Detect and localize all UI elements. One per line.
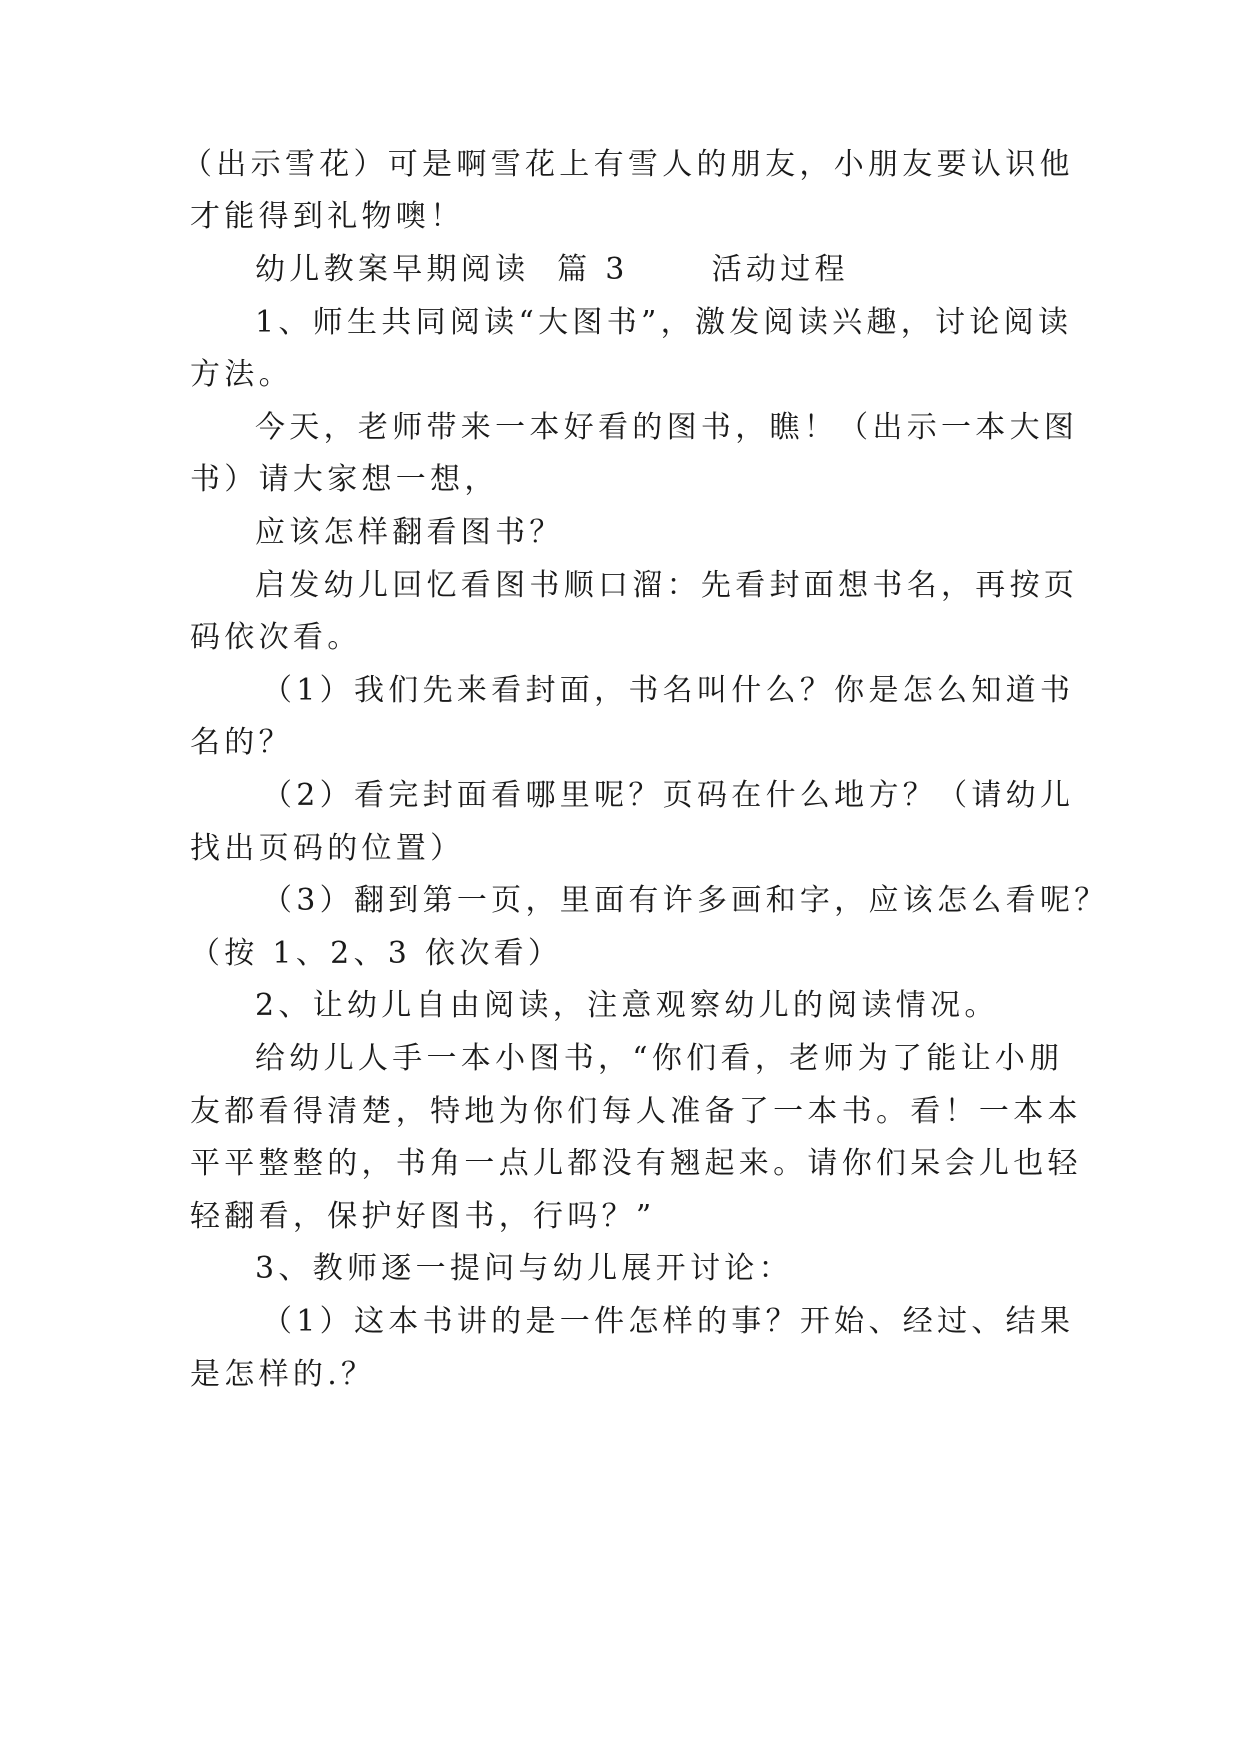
text-line: 才能得到礼物噢！ xyxy=(190,199,465,234)
text-line: 1、师生共同阅读“大图书”，激发阅读兴趣，讨论阅读 xyxy=(255,305,1073,340)
text-line: 码依次看。 xyxy=(190,620,362,655)
text-line: 2、让幼儿自由阅读，注意观察幼儿的阅读情况。 xyxy=(255,988,999,1023)
text-line: 3、教师逐一提问与幼儿展开讨论： xyxy=(255,1251,793,1286)
text-line: （出示雪花）可是啊雪花上有雪人的朋友，小朋友要认识他 xyxy=(182,147,1074,182)
text-line: 平平整整的，书角一点儿都没有翘起来。请你们呆会儿也轻 xyxy=(190,1146,1082,1181)
text-line: （按 1、2、3 依次看） xyxy=(190,936,563,971)
text-line: 今天，老师带来一本好看的图书，瞧！（出示一本大图 xyxy=(255,410,1079,445)
text-line: 友都看得清楚，特地为你们每人准备了一本书。看！一本本 xyxy=(190,1094,1082,1129)
text-line: 名的？ xyxy=(190,725,293,760)
text-line: 轻翻看，保护好图书，行吗？” xyxy=(190,1199,656,1234)
text-line: （1）这本书讲的是一件怎样的事？开始、经过、结果 xyxy=(262,1304,1075,1339)
text-line: 启发幼儿回忆看图书顺口溜：先看封面想书名，再按页 xyxy=(255,568,1079,603)
text-line: 应该怎样翻看图书？ xyxy=(255,515,564,550)
text-line: 书）请大家想一想， xyxy=(190,462,499,497)
text-line: （1）我们先来看封面，书名叫什么？你是怎么知道书 xyxy=(262,673,1075,708)
text-line: （2）看完封面看哪里呢？页码在什么地方？（请幼儿 xyxy=(262,778,1075,813)
text-line: 是怎样的.？ xyxy=(190,1357,376,1392)
text-line: 找出页码的位置） xyxy=(190,831,465,866)
text-line: 方法。 xyxy=(190,357,293,392)
text-line: （3）翻到第一页，里面有许多画和字，应该怎么看呢？ xyxy=(262,883,1109,918)
text-line: 给幼儿人手一本小图书，“你们看，老师为了能让小朋 xyxy=(255,1041,1064,1076)
section-heading: 幼儿教案早期阅读 篇 3 活动过程 xyxy=(255,252,849,287)
